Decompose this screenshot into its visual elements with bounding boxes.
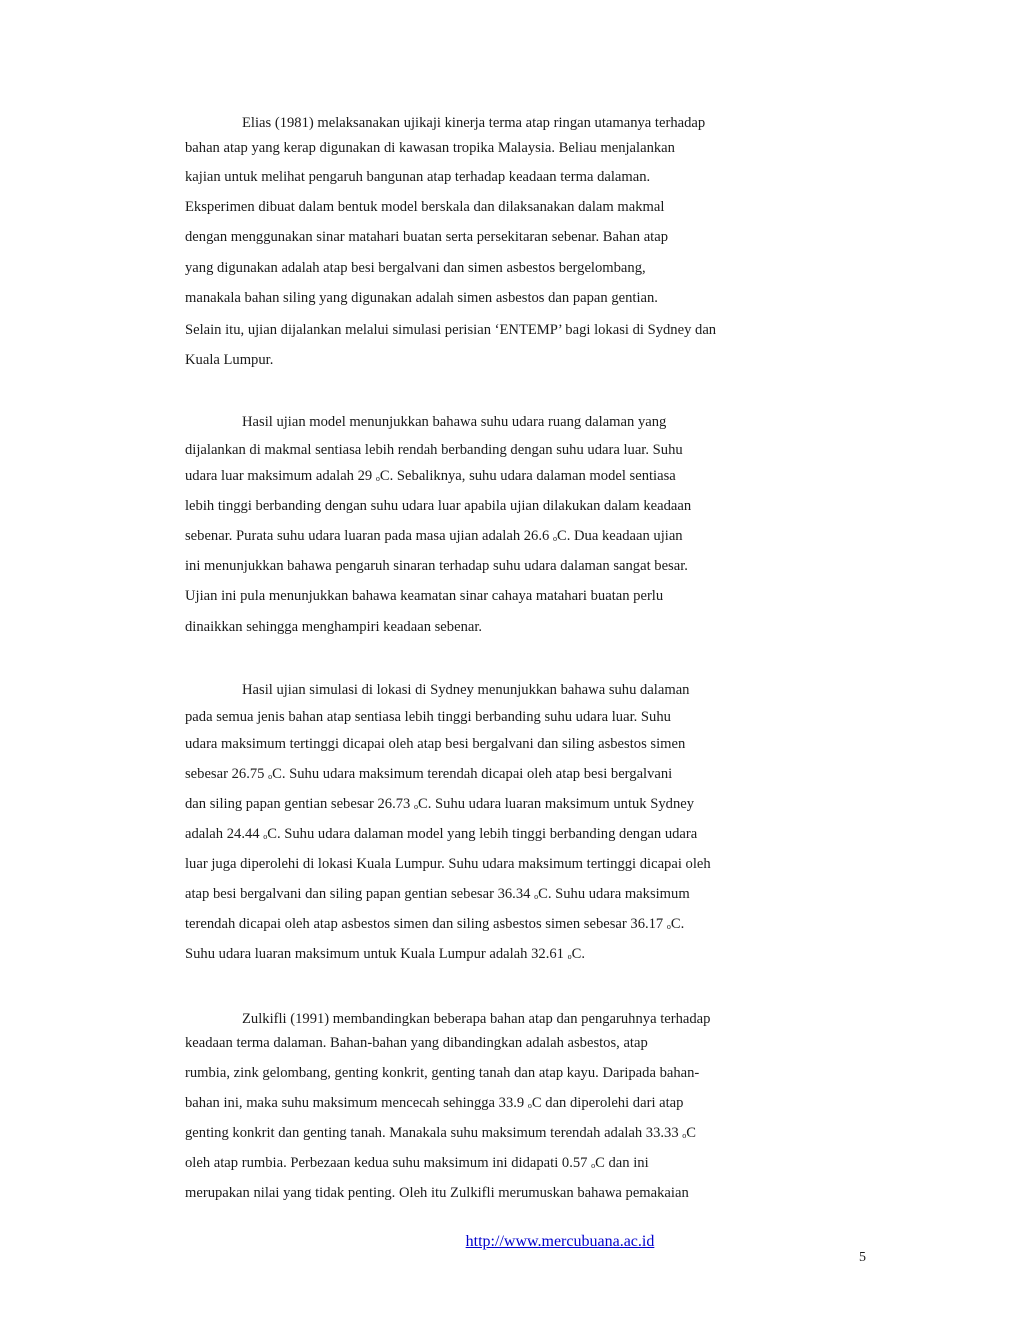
- text-line: ini menunjukkan bahawa pengaruh sinaran terhadap suhu udara dalaman sangat besar.: [185, 558, 688, 574]
- text-line: manakala bahan siling yang digunakan adalah simen asbestos dan papan gentian.: [185, 290, 658, 306]
- text-line has-degree: adalah 24.44 $^o$C. Suhu udara dalaman model yang lebih tinggi berbanding dengan udara: [185, 826, 698, 842]
- text-line has-degree: udara luar maksimum adalah 29 $^o$C. Sebaliknya, suhu udara dalaman model sentiasa: [185, 468, 676, 484]
- text-line: pada semua jenis bahan atap sentiasa lebih tinggi berbanding suhu udara luar. Suhu: [185, 709, 671, 725]
- text-line has-degree: Suhu udara luaran maksimum untuk Kuala Lumpur adalah 32.61 $^o$C.: [185, 946, 585, 962]
- text-line: dinaikkan sehingga menghampiri keadaan sebenar.: [185, 619, 483, 635]
- text-line has-degree: terendah dicapai oleh atap asbestos simen dan siling asbestos simen sebesar 36.17 $^o$C.: [185, 916, 685, 932]
- text-line: Ujian ini pula menunjukkan bahawa keamatan sinar cahaya matahari buatan perlu: [185, 588, 664, 604]
- text-line: Hasil ujian simulasi di lokasi di Sydney menunjukkan bahawa suhu dalaman: [242, 682, 690, 698]
- text-line: Hasil ujian model menunjukkan bahawa suhu udara ruang dalaman yang: [242, 414, 667, 430]
- text-line has-degree: genting konkrit dan genting tanah. Manakala suhu maksimum terendah adalah 33.33 $^o$C: [185, 1125, 697, 1141]
- text-line: lebih tinggi berbanding dengan suhu udara luar apabila ujian dilakukan dalam keadaan: [185, 498, 692, 514]
- text-line: Elias (1981) melaksanakan ujikaji kinerja terma atap ringan utamanya terhadap: [242, 115, 706, 131]
- text-line: udara maksimum tertinggi dicapai oleh atap besi bergalvani dan siling asbestos simen: [185, 736, 686, 752]
- text-line: Zulkifli (1991) membandingkan beberapa bahan atap dan pengaruhnya terhadap: [242, 1011, 711, 1027]
- text-line has-degree: sebesar 26.75 $^o$C. Suhu udara maksimum terendah dicapai oleh atap besi bergalvani: [185, 766, 673, 782]
- text-line: Selain itu, ujian dijalankan melalui simulasi perisian ‘ENTEMP’ bagi lokasi di Sydney dan: [185, 322, 717, 338]
- text-line has-degree: bahan ini, maka suhu maksimum mencecah sehingga 33.9 $^o$C dan diperolehi dari atap: [185, 1095, 684, 1111]
- text-line: rumbia, zink gelombang, genting konkrit, genting tanah dan atap kayu. Daripada bahan-: [185, 1065, 700, 1081]
- text-line: bahan atap yang kerap digunakan di kawasan tropika Malaysia. Beliau menjalankan: [185, 140, 675, 156]
- text-line: dijalankan di makmal sentiasa lebih rendah berbanding dengan suhu udara luar. Suhu: [185, 442, 683, 458]
- text-line: luar juga diperolehi di lokasi Kuala Lumpur. Suhu udara maksimum tertinggi dicapai oleh: [185, 856, 711, 872]
- text-line has-degree: dan siling papan gentian sebesar 26.73 $^o$C. Suhu udara luaran maksimum untuk Sydney: [185, 796, 695, 812]
- text-line: dengan menggunakan sinar matahari buatan serta persekitaran sebenar. Bahan atap: [185, 229, 669, 245]
- text-line: kajian untuk melihat pengaruh bangunan atap terhadap keadaan terma dalaman.: [185, 169, 651, 185]
- page-number: 5: [859, 1250, 866, 1265]
- text-line has-degree: sebenar. Purata suhu udara luaran pada masa ujian adalah 26.6 $^o$C. Dua keadaan ujian: [185, 528, 683, 544]
- text-line: merupakan nilai yang tidak penting. Oleh itu Zulkifli merumuskan bahawa pemakaian: [185, 1185, 689, 1201]
- text-line: keadaan terma dalaman. Bahan-bahan yang dibandingkan adalah asbestos, atap: [185, 1035, 648, 1051]
- text-line: yang digunakan adalah atap besi bergalvani dan simen asbestos bergelombang,: [185, 260, 646, 276]
- text-line has-degree: oleh atap rumbia. Perbezaan kedua suhu maksimum ini didapati 0.57 $^o$C dan ini: [185, 1155, 649, 1171]
- footer-link[interactable]: http://www.mercubuana.ac.id: [465, 1233, 655, 1250]
- text-line has-degree: atap besi bergalvani dan siling papan gentian sebesar 36.34 $^o$C. Suhu udara maksimum: [185, 886, 690, 902]
- text-line: Eksperimen dibuat dalam bentuk model berskala dan dilaksanakan dalam makmal: [185, 199, 665, 215]
- text-line: Kuala Lumpur.: [185, 352, 274, 368]
